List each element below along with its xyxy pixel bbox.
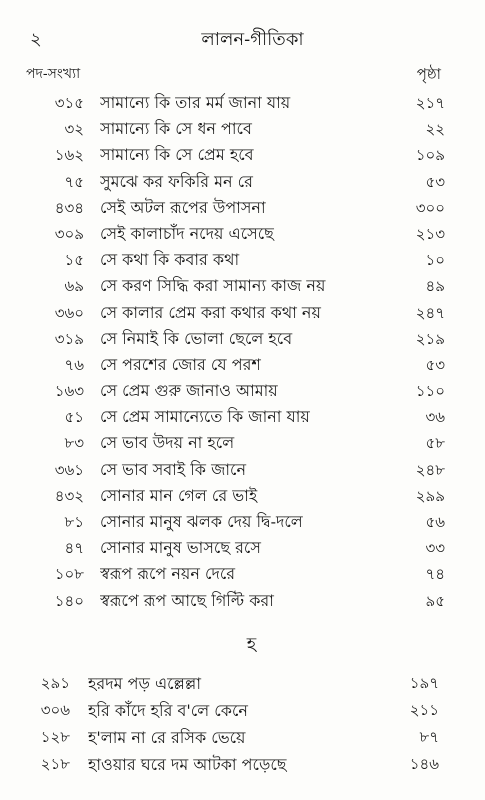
running-title: লালন-গীতিকা: [201, 29, 304, 50]
song-number: ১৬৩: [54, 382, 84, 401]
index-entry: [0, 535, 485, 561]
song-title: হ'লাম না রে রসিক ভেয়ে: [88, 728, 246, 747]
index-entry: [0, 90, 485, 116]
index-entry: [0, 483, 485, 509]
index-entry: [0, 457, 485, 483]
index-entry: [0, 352, 485, 378]
song-number: ৭৬: [64, 355, 84, 374]
index-entry: [0, 116, 485, 142]
page-reference: ১১০: [415, 382, 445, 401]
song-title: সামান্যে কি সে ধন পাবে: [100, 119, 252, 139]
page-reference: ২১৩: [415, 224, 445, 243]
song-number: ২৯১: [40, 674, 70, 692]
page-reference: ২১১: [409, 701, 439, 719]
song-title: স্বরূপে রূপ আছে গিল্টি করা: [100, 590, 274, 610]
song-title: হাওয়ার ঘরে দম আটকা পড়েছে: [88, 755, 287, 774]
page-reference: ৭৪: [425, 565, 445, 584]
index-group: [0, 630, 485, 778]
index-entry: [0, 509, 485, 535]
index-entry: [0, 326, 485, 352]
column-header-page: পৃষ্ঠা: [416, 65, 441, 83]
song-title: সোনার মানুষ ঝলক দেয় দ্বি-দলে: [100, 512, 303, 531]
song-title: সোনার মানুষ ভাসছে রসে: [100, 538, 261, 558]
index-entry: [0, 142, 485, 168]
page-reference: ১৪৬: [409, 755, 439, 773]
index-entry: [0, 724, 485, 751]
song-title: সামান্যে কি তার মর্ম জানা যায়: [100, 93, 291, 112]
index-entry: [0, 670, 485, 697]
page-reference: ৯৫: [425, 591, 445, 610]
index-entry: [0, 169, 485, 195]
song-title: সোনার মান গেল রে ভাই: [100, 485, 258, 505]
page-reference: ২১৯: [415, 329, 445, 348]
page-reference: ৫৩: [425, 355, 445, 374]
page-reference: ৩০০: [415, 198, 445, 217]
page-reference: ৩৩: [425, 539, 445, 558]
song-title: হরি কাঁদে হরি ব'লে কেনে: [88, 701, 248, 720]
song-number: ৩০৯: [54, 224, 84, 243]
song-title: সুমঝে কর ফকিরি মন রে: [100, 171, 253, 191]
page-reference: ২২: [425, 120, 445, 139]
song-number: ১৪০: [54, 591, 84, 610]
song-title: সেই কালাচাঁদ নদেয় এসেছে: [100, 223, 274, 243]
page-reference: ১৯৭: [409, 674, 439, 692]
page-reference: ৫৬: [425, 513, 445, 531]
index-entry: [0, 247, 485, 273]
index-entry: [0, 561, 485, 587]
page-reference: ৩৬: [425, 408, 445, 427]
index-group: [0, 90, 485, 614]
page-reference: ২১৭: [415, 94, 445, 112]
page-reference: ১০: [425, 251, 445, 270]
song-title: হরদম পড় এল্লেল্লা: [88, 674, 201, 693]
song-number: ৩৬০: [54, 303, 84, 322]
index-entry: [0, 300, 485, 326]
song-title: সে কথা কি কবার কথা: [100, 250, 240, 270]
song-number: ৩০৬: [40, 701, 70, 719]
song-number: ৩২: [64, 120, 84, 139]
page-reference: ১০৯: [415, 146, 445, 165]
song-number: ৪৩২: [54, 486, 84, 505]
song-number: ৭৫: [64, 172, 84, 191]
index-entry: [0, 378, 485, 404]
song-number: ১৫: [64, 251, 84, 270]
song-number: ৮৩: [64, 434, 84, 453]
index-entry: [0, 697, 485, 724]
song-number: ৩৬১: [54, 460, 84, 479]
song-title: সে কালার প্রেম করা কথার কথা নয়: [100, 302, 321, 322]
song-title: স্বরূপ রূপে নয়ন দেরে: [100, 564, 236, 584]
page-reference: ৮৭: [419, 728, 439, 746]
song-number: ৪৩৪: [54, 198, 84, 217]
song-title: সে ভাব উদয় না হলে: [100, 433, 235, 453]
song-number: ৩১৯: [54, 329, 84, 348]
index-entry: [0, 273, 485, 299]
column-header-number: পদ-সংখ্যা: [26, 66, 81, 82]
song-title: সেই অটল রূপের উপাসনা: [100, 197, 266, 217]
song-title: সে প্রেম সামান্যেতে কি জানা যায়: [100, 407, 310, 427]
index-entry: [0, 430, 485, 456]
index-entry: [0, 751, 485, 778]
index-entry: [0, 195, 485, 221]
page-number: ২: [30, 29, 42, 50]
index-entry: [0, 588, 485, 614]
song-title: সে পরশের জোর যে পরশ: [100, 354, 261, 374]
song-number: ২১৮: [40, 755, 70, 773]
song-title: সে করণ সিদ্ধি করা সামান্য কাজ নয়: [100, 276, 326, 296]
page-reference: ২৪৮: [415, 460, 445, 479]
index-entry: [0, 404, 485, 430]
song-title: সামান্যে কি সে প্রেম হবে: [100, 145, 254, 165]
song-title: সে ভাব সবাই কি জানে: [100, 459, 247, 479]
page-reference: ৫৮: [425, 434, 445, 453]
section-letter-heading: হ: [246, 634, 257, 655]
song-number: ১০৮: [54, 565, 84, 584]
song-number: ১৬২: [54, 146, 84, 165]
page-reference: ২৯৯: [415, 486, 445, 505]
song-number: ৪৭: [64, 539, 84, 558]
page-reference: ৪৯: [425, 277, 445, 296]
song-number: ৫১: [64, 408, 84, 427]
song-number: ৩১৫: [54, 94, 84, 112]
index-entry: [0, 221, 485, 247]
song-number: ৬৯: [64, 277, 84, 296]
song-number: ৮১: [64, 513, 84, 531]
song-number: ১২৮: [40, 728, 70, 746]
song-title: সে নিমাই কি ভোলা ছেলে হবে: [100, 328, 293, 348]
song-title: সে প্রেম গুরু জানাও আমায়: [100, 381, 278, 401]
page-reference: ৫৩: [425, 172, 445, 191]
page-reference: ২৪৭: [415, 303, 445, 322]
